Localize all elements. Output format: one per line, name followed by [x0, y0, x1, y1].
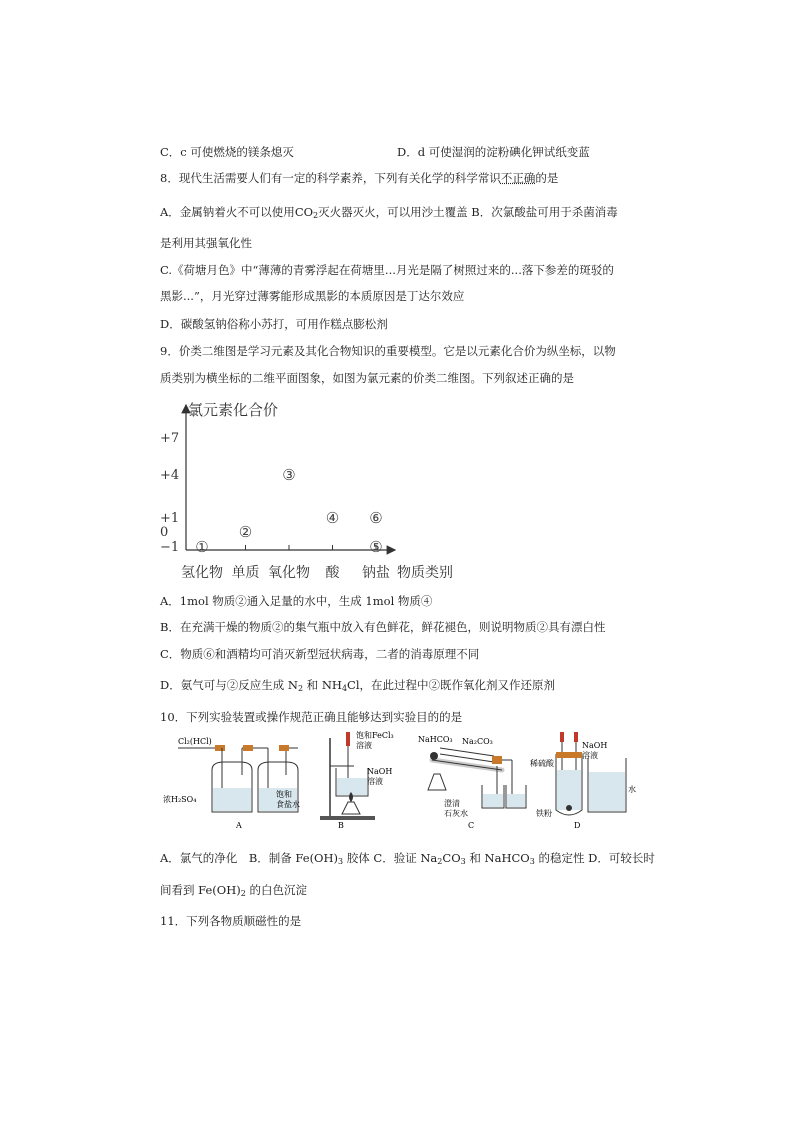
- q11-stem: 11．下列各物质顺磁性的是: [160, 914, 302, 928]
- y-tick-label: −1: [160, 540, 180, 555]
- q8-stem: 8．现代生活需要人们有一定的科学素养，下列有关化学的科学常识不正确的是: [160, 171, 559, 185]
- q9-option-b: B．在充满干燥的物质②的集气瓶中放入有色鲜花，鲜花褪色，则说明物质②具有漂白性: [160, 620, 606, 634]
- svg-text:浓H₂SO₄: 浓H₂SO₄: [163, 795, 197, 804]
- q9-stem-line1: 9．价类二维图是学习元素及其化合物知识的重要模型。它是以元素化合价为纵坐标，以物: [160, 344, 616, 358]
- data-point: ③: [282, 466, 296, 484]
- svg-text:石灰水: 石灰水: [444, 809, 468, 818]
- svg-text:C: C: [468, 821, 475, 830]
- svg-text:溶液: 溶液: [367, 777, 383, 786]
- svg-text:A: A: [236, 821, 242, 830]
- svg-text:溶液: 溶液: [356, 741, 372, 750]
- svg-text:Na₂CO₃: Na₂CO₃: [462, 737, 493, 746]
- x-category-label: 氧化物: [268, 565, 310, 581]
- q8-option-a: A．金属钠着火不可以使用$CO_2$灭火器灭火，可以用沙土覆盖 B．次氯酸盐可用于杀菌消毒: [160, 205, 618, 220]
- svg-text:D: D: [574, 821, 581, 830]
- data-point: ②: [238, 523, 253, 541]
- q8-option-d: D．碳酸氢钠俗称小苏打，可用作糕点膨松剂: [160, 317, 388, 331]
- y-tick-label: +4: [160, 468, 180, 483]
- q9-stem-line2: 质类别为横坐标的二维平面图象，如图为氯元素的价类二维图。下列叙述正确的是: [160, 371, 574, 385]
- apparatus-b: [312, 730, 402, 840]
- data-point: ⑤: [369, 538, 383, 556]
- y-tick-label: +7: [160, 431, 180, 446]
- x-axis-label: 物质类别: [397, 565, 453, 581]
- apparatus-d: [530, 730, 640, 840]
- svg-text:稀硫酸: 稀硫酸: [530, 759, 554, 768]
- q7-option-d: D．d 可使湿润的淀粉碘化钾试纸变蓝: [397, 145, 590, 159]
- y-tick-label: +1: [160, 511, 180, 526]
- x-category-label: 单质: [231, 565, 260, 581]
- q9-option-a: A．1mol 物质②通入足量的水中，生成 1mol 物质④: [160, 594, 433, 608]
- q10-answer-line1: A．氯气的净化 B．制备 $Fe(OH)_3$ 胶体 C．验证 $Na_2CO_3$ 和 NaHCO$_3$ 的稳定性 D．可较长时: [160, 851, 655, 866]
- svg-text:B: B: [338, 821, 344, 830]
- q8-option-c-line1: C.《荷塘月色》中“薄薄的青雾浮起在荷塘里...月光是隔了树照过来的...落下参差的斑驳的: [160, 263, 614, 277]
- svg-text:食盐水: 食盐水: [276, 800, 300, 809]
- svg-text:溶液: 溶液: [582, 751, 598, 760]
- svg-text:澄清: 澄清: [444, 799, 460, 808]
- data-point: ⑥: [369, 509, 383, 527]
- svg-text:NaOH: NaOH: [582, 741, 608, 750]
- x-category-label: 钠盐: [362, 565, 390, 581]
- y-tick-label: 0: [160, 525, 169, 540]
- svg-text:NaOH: NaOH: [367, 767, 393, 776]
- x-category-label: 酸: [325, 565, 340, 581]
- svg-text:饱和: 饱和: [276, 790, 292, 799]
- data-point: ④: [325, 509, 340, 527]
- q8-option-a-line2: 是利用其强氧化性: [160, 236, 252, 250]
- q10-answer-line2: 间看到 $Fe(OH)_2$ 的白色沉淀: [160, 883, 307, 898]
- q10-stem: 10．下列实验装置或操作规范正确且能够达到实验目的的是: [160, 710, 463, 724]
- svg-text:NaHCO₃: NaHCO₃: [418, 735, 453, 744]
- svg-text:Cl₂(HCl): Cl₂(HCl): [178, 737, 212, 746]
- q8-option-c-line2: 黑影...”，月光穿过薄雾能形成黑影的本质原因是丁达尔效应: [160, 289, 465, 303]
- x-category-label: 氢化物: [181, 565, 223, 581]
- svg-text:铁粉: 铁粉: [536, 809, 552, 818]
- valence-class-chart: [155, 395, 475, 585]
- q9-option-d: D．氨气可与②反应生成 $N_2$ 和 $NH_4Cl$，在此过程中②既作氧化剂又作还原剂: [160, 678, 556, 693]
- svg-text:水: 水: [628, 785, 636, 794]
- y-axis-label: 氯元素化合价: [188, 401, 279, 419]
- apparatus-a: [158, 730, 310, 840]
- q9-option-c: C．物质⑥和酒精均可消灭新型冠状病毒，二者的消毒原理不同: [160, 647, 480, 661]
- apparatus-c: [412, 730, 532, 840]
- q7-option-c: C．c 可使燃烧的镁条熄灭: [160, 145, 294, 159]
- data-point: ①: [195, 538, 209, 556]
- svg-text:饱和FeCl₃: 饱和FeCl₃: [356, 731, 394, 740]
